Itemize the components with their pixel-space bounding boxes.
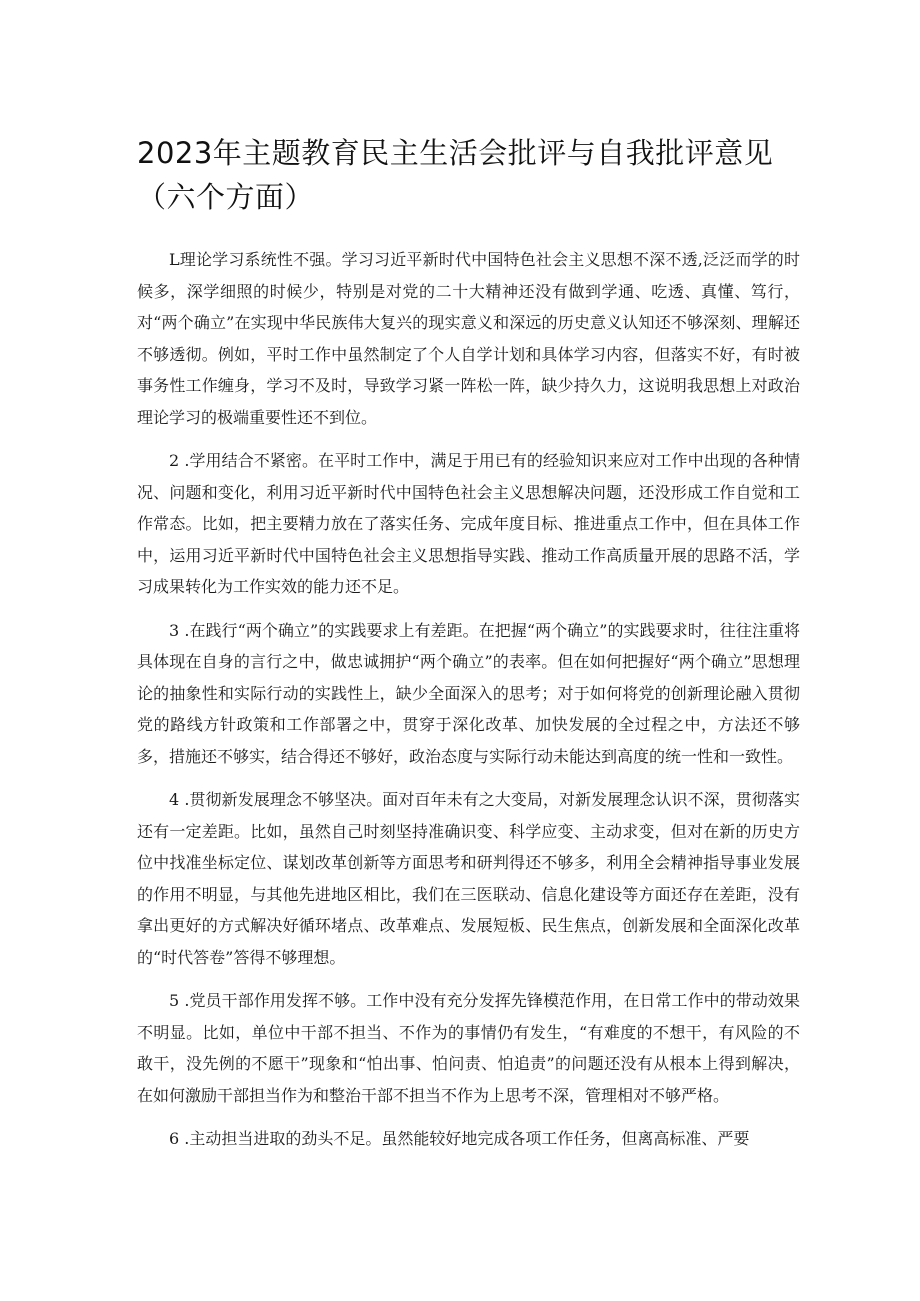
paragraph-1: L理论学习系统性不强。学习习近平新时代中国特色社会主义思想不深不透,泛泛而学的时候多，深学细照的时候少，特别是对党的二十大精神还没有做到学通、吃透、真懂、笃行，对“两个确立”在实现中华民族伟大复兴的现实意义和深远的历史意义认知还不够深刻、理解还不够透彻。例如，平时工作中虽然制定了个人自学计划和具体学习内容，但落实不好，有时被事务性工作缠身，学习不及时，导致学习紧一阵松一阵，缺少持久力，这说明我思想上对政治理论学习的极端重要性还不到位。	[137, 250, 800, 427]
paragraph-2: 2 .学用结合不紧密。在平时工作中，满足于用已有的经验知识来应对工作中出现的各种情况、问题和变化，利用习近平新时代中国特色社会主义思想解决问题，还没形成工作自觉和工作常态。比如，把主要精力放在了落实任务、完成年度目标、推进重点工作中，但在具体工作中，运用习近平新时代中国特色社会主义思想指导实践、推动工作高质量开展的思路不活，学习成果转化为工作实效的能力还不足。	[137, 451, 800, 596]
document-title: 2023年主题教育民主生活会批评与自我批评意见（六个方面）	[137, 136, 774, 214]
paragraph-4: 4 .贯彻新发展理念不够坚决。面对百年未有之大变局，对新发展理念认识不深，贯彻落实还有一定差距。比如，虽然自己时刻坚持准确识变、科学应变、主动求变，但对在新的历史方位中找准坐标定位、谋划改革创新等方面思考和研判得还不够多，利用全会精神指导事业发展的作用不明显，与其他先进地区相比，我们在三医联动、信息化建设等方面还存在差距，没有拿出更好的方式解决好循环堵点、改革难点、发展短板、民生焦点，创新发展和全面深化改革的“时代答卷”答得不够理想。	[137, 790, 800, 967]
paragraph-3: 3 .在践行“两个确立”的实践要求上有差距。在把握“两个确立”的实践要求时，往往注重将具体现在自身的言行之中，做忠诚拥护“两个确立”的表率。但在如何把握好“两个确立”思想理论的抽象性和实际行动的实践性上，缺少全面深入的思考；对于如何将党的创新理论融入贯彻党的路线方针政策和工作部署之中，贯穿于深化改革、加快发展的全过程之中，方法还不够多，措施还不够实，结合得还不够好，政治态度与实际行动未能达到高度的统一性和一致性。	[137, 620, 800, 766]
paragraph-6: 6 .主动担当进取的劲头不足。虽然能较好地完成各项工作任务，但离高标准、严要	[169, 1129, 750, 1148]
document-body	[137, 244, 800, 1167]
paragraph-5: 5 .党员干部作用发挥不够。工作中没有充分发挥先锋模范作用，在日常工作中的带动效果不明显。比如，单位中干部不担当、不作为的事情仍有发生，“有难度的不想干，有风险的不敢干，没先例的不愿干”现象和“怕出事、怕问责、怕追责”的问题还没有从根本上得到解决，在如何激励干部担当作为和整治干部不担当不作为上思考不深，管理相对不够严格。	[137, 991, 800, 1105]
